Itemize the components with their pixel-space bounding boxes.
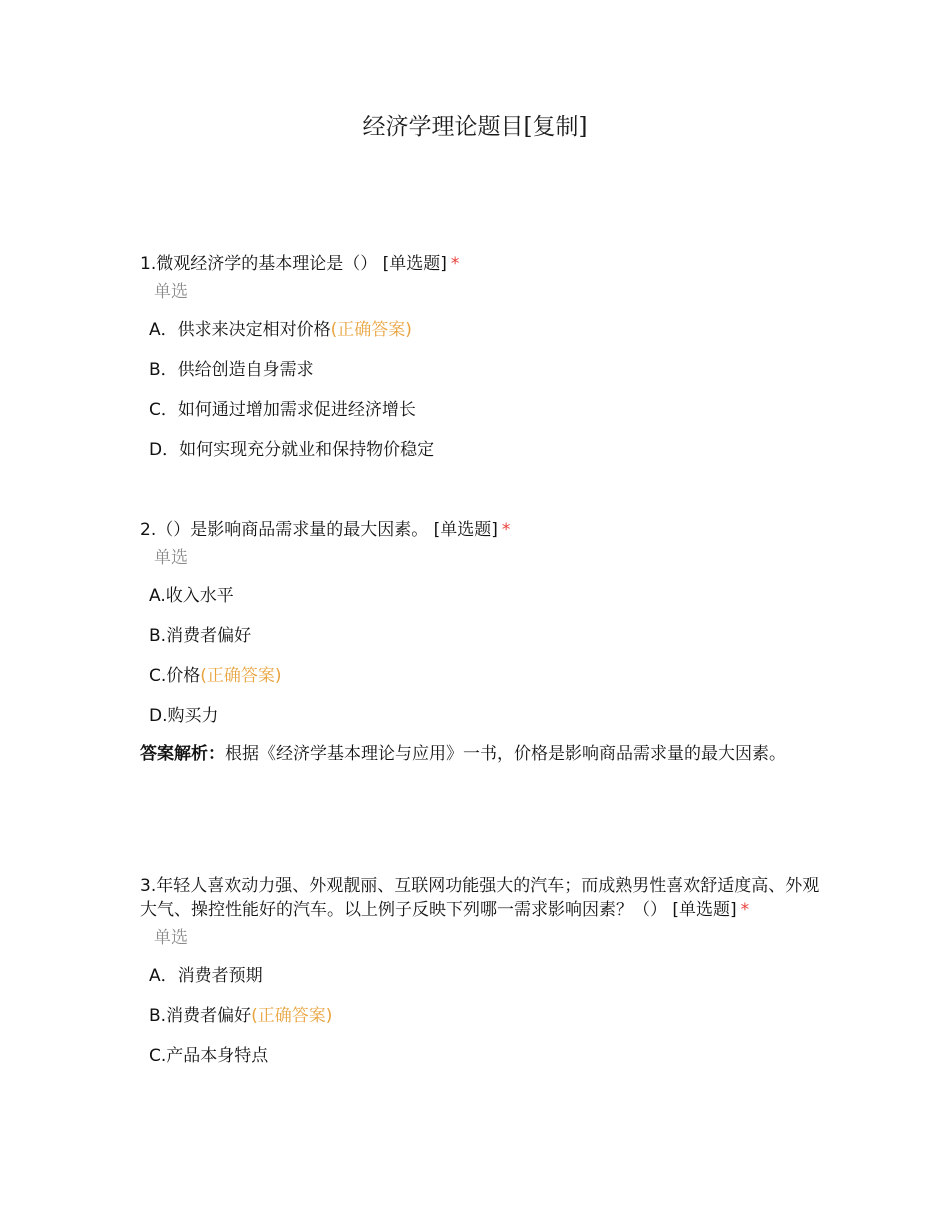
option-list — [149, 586, 820, 726]
required-marker: * — [450, 254, 460, 274]
question-kind-label: 单选 — [154, 928, 188, 948]
option-text: B．供给创造自身需求 — [149, 360, 314, 380]
question-kind-label: 单选 — [154, 548, 188, 568]
option-a — [149, 320, 820, 340]
option-text: A．供求来决定相对价格 — [149, 320, 331, 340]
option-c — [149, 400, 820, 420]
option-list — [149, 320, 820, 460]
option-text: D．如何实现充分就业和保持物价稳定 — [149, 440, 435, 460]
option-text: C．如何通过增加需求促进经济增长 — [149, 400, 416, 420]
option-text: C.产品本身特点 — [149, 1046, 269, 1066]
question-2 — [140, 518, 820, 766]
analysis-label: 答案解析： — [140, 744, 225, 764]
option-text: B.消费者偏好 — [149, 1006, 252, 1026]
question-stem — [140, 252, 820, 276]
option-c — [149, 666, 820, 686]
question-text: 3.年轻人喜欢动力强、外观靓丽、互联网功能强大的汽车；而成熟男性喜欢舒适度高、外观大气、操控性能好的汽车。以上例子反映下列哪一需求影响因素？（） — [140, 876, 820, 920]
question-type-tag: [单选题] — [672, 900, 737, 920]
correct-answer-tag: (正确答案) — [330, 320, 412, 340]
option-c — [149, 1046, 820, 1066]
correct-answer-tag: (正确答案) — [251, 1006, 333, 1026]
option-text: A.收入水平 — [149, 586, 234, 606]
option-list — [149, 966, 820, 1066]
option-d — [149, 440, 820, 460]
option-d — [149, 706, 820, 726]
option-a — [149, 966, 820, 986]
required-marker: * — [740, 900, 750, 920]
option-b — [149, 626, 820, 646]
required-marker: * — [501, 520, 511, 540]
question-1 — [140, 252, 820, 480]
option-a — [149, 586, 820, 606]
question-stem — [140, 518, 820, 542]
option-text: C.价格 — [149, 666, 201, 686]
analysis-text: 根据《经济学基本理论与应用》一书，价格是影响商品需求量的最大因素。 — [225, 744, 786, 764]
option-text: D.购买力 — [149, 706, 219, 726]
option-b — [149, 1006, 820, 1026]
question-kind-label: 单选 — [154, 282, 188, 302]
question-text: 1.微观经济学的基本理论是（） — [140, 254, 383, 274]
question-stem — [140, 874, 820, 922]
answer-analysis — [140, 742, 820, 766]
option-text: A．消费者预期 — [149, 966, 263, 986]
question-type-tag: [单选题] — [382, 254, 447, 274]
correct-answer-tag: (正确答案) — [200, 666, 282, 686]
question-text: 2.（）是影响商品需求量的最大因素。 — [140, 520, 434, 540]
page-title: 经济学理论题目[复制] — [362, 114, 588, 140]
option-b — [149, 360, 820, 380]
question-3 — [140, 874, 820, 1086]
option-text: B.消费者偏好 — [149, 626, 252, 646]
question-type-tag: [单选题] — [433, 520, 498, 540]
